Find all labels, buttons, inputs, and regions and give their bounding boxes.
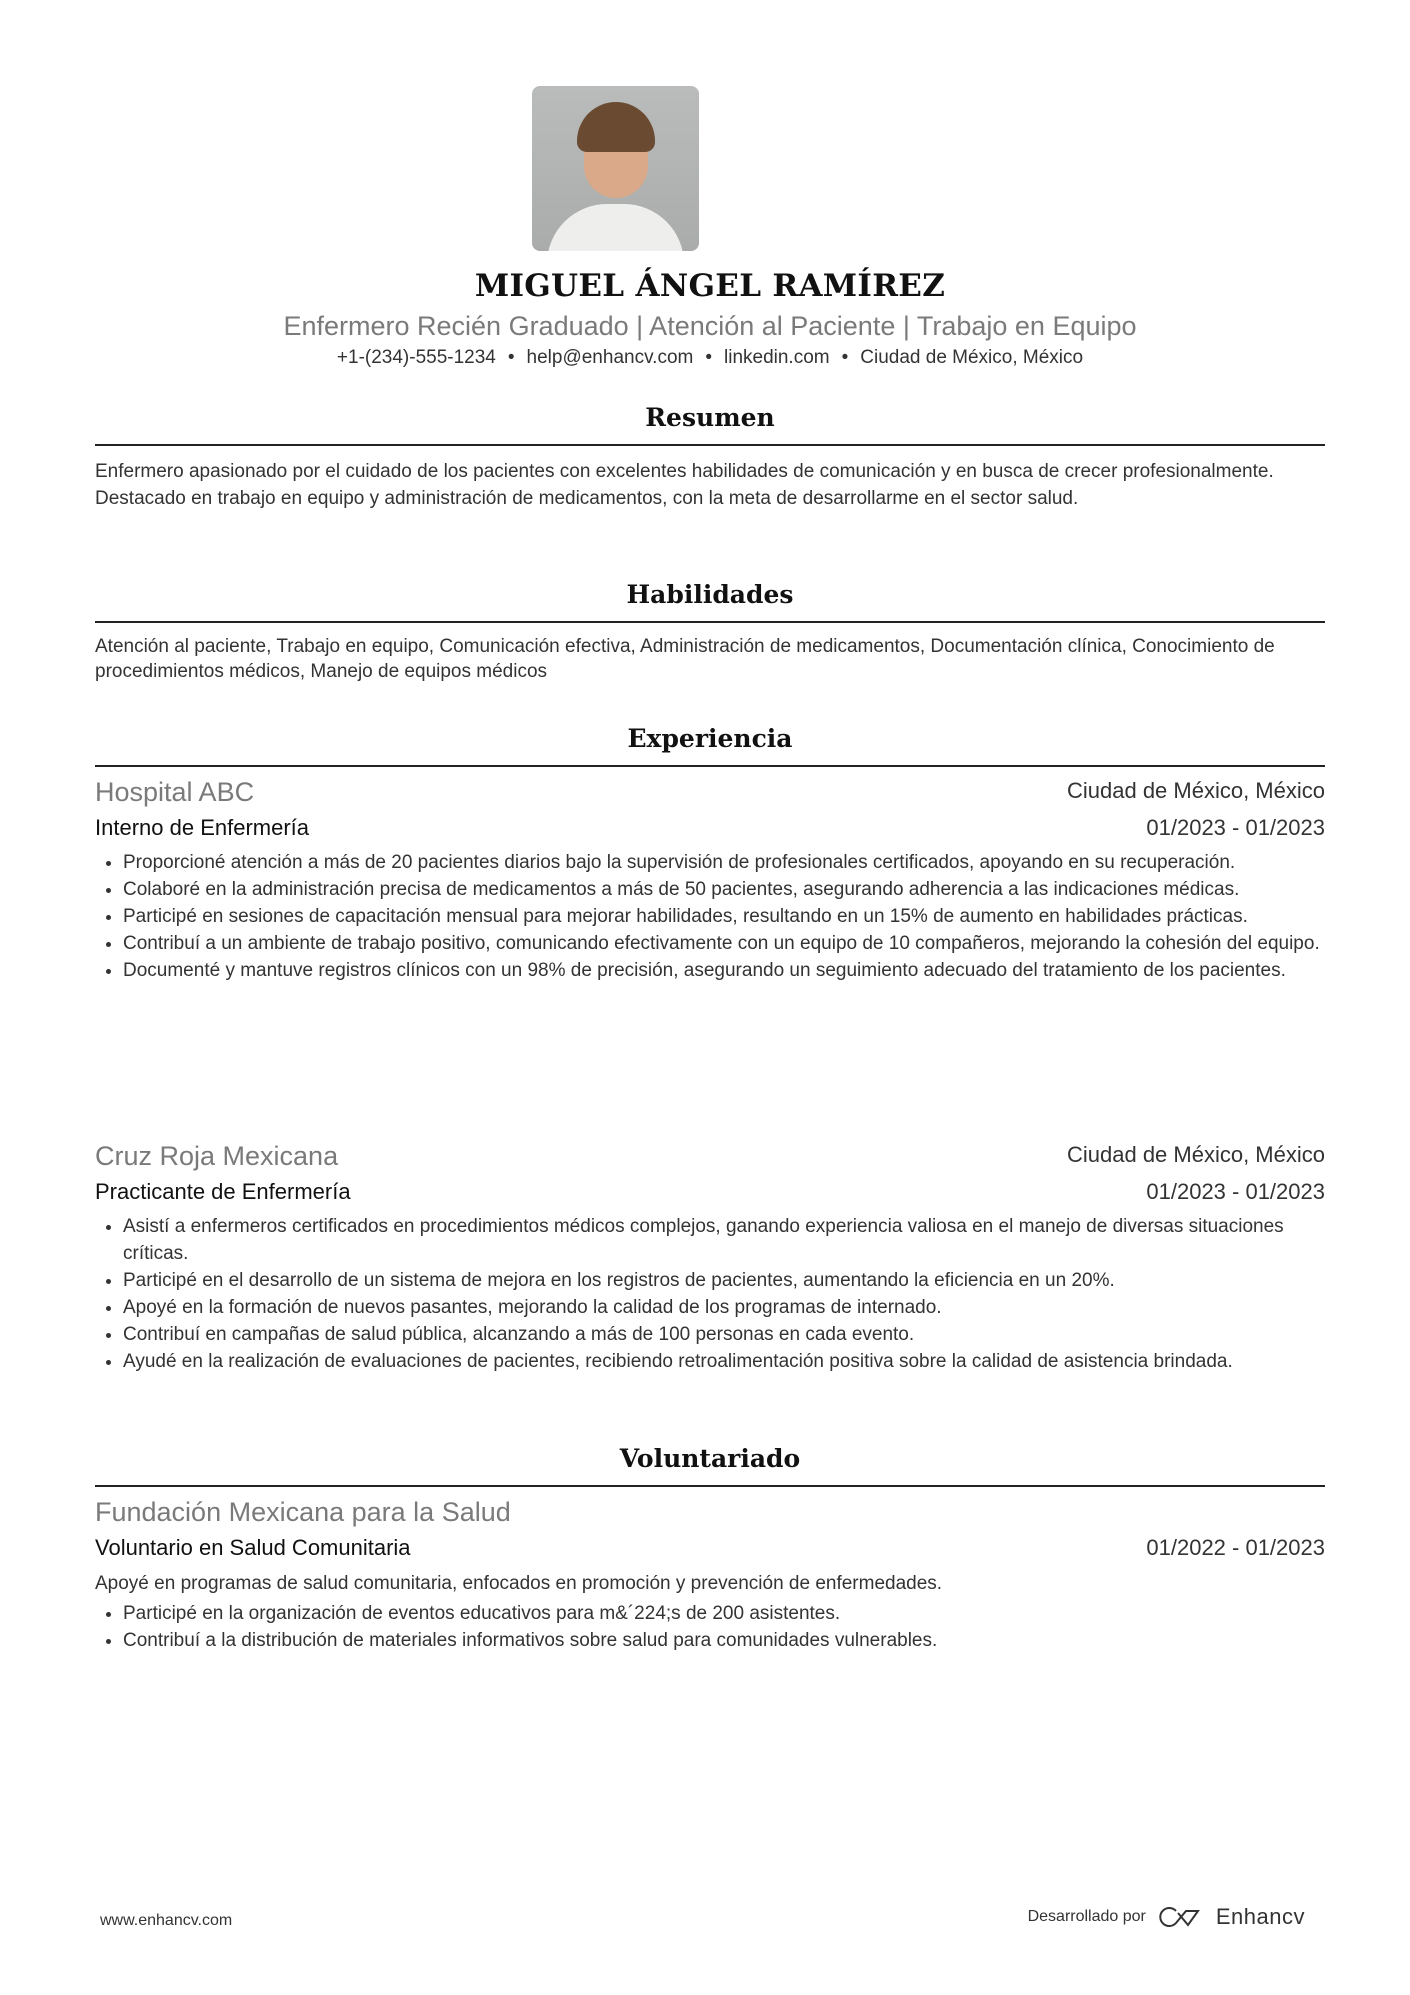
- linkedin-link[interactable]: linkedin.com: [724, 347, 830, 368]
- experience-bullets: [95, 849, 1325, 984]
- section-title-experience: Experiencia: [627, 724, 793, 753]
- experience-dates: 01/2023 - 01/2023: [1146, 1179, 1325, 1204]
- bullet-item: • Contribuí a la distribución de materiales informativos sobre salud para comunidades vulnerables.: [123, 1627, 1325, 1654]
- bullet-item: • Apoyé en la formación de nuevos pasantes, mejorando la calidad de los programas de internado.: [123, 1294, 1325, 1321]
- bullet-item: • Colaboré en la administración precisa de medicamentos a más de 50 pacientes, asegurando adherencia a las indicaciones médicas.: [123, 876, 1325, 903]
- experience-role: Interno de Enfermería: [95, 815, 310, 840]
- brand-name: Enhancv: [1215, 1904, 1305, 1929]
- bullet-item: • Contribuí a un ambiente de trabajo positivo, comunicando efectivamente con un equipo de 10 compañeros, mejorando la cohesión del equipo.: [123, 930, 1325, 957]
- volunteer-dates: 01/2022 - 01/2023: [1146, 1535, 1325, 1560]
- footer-branding[interactable]: [1028, 1904, 1305, 1930]
- powered-by-label: Desarrollado por: [1027, 1908, 1146, 1925]
- bullet-item: • Contribuí en campañas de salud pública, alcanzando a más de 100 personas en cada evento.: [123, 1321, 1325, 1348]
- headline: Enfermero Recién Graduado | Atención al Paciente | Trabajo en Equipo: [283, 311, 1137, 341]
- experience-company: Hospital ABC: [95, 777, 255, 807]
- section-title-volunteer: Voluntariado: [619, 1444, 801, 1473]
- bullet-item: • Proporcioné atención a más de 20 pacientes diarios bajo la supervisión de profesionales certificados, apoyando en su recuperación.: [123, 849, 1325, 876]
- contact-info: [95, 347, 1325, 369]
- separator: •: [507, 347, 515, 368]
- divider: [95, 1485, 1325, 1487]
- experience-role: Practicante de Enfermería: [95, 1179, 351, 1204]
- bullet-item: • Documenté y mantuve registros clínicos con un 98% de precisión, asegurando un seguimiento adecuado del tratamiento de los pacientes.: [123, 957, 1325, 984]
- skills-text: Atención al paciente, Trabajo en equipo, Comunicación efectiva, Administración de medicamentos, Documentación clínica, Conocimiento de procedimientos médicos, Manejo de equipos médicos: [95, 636, 1275, 682]
- bullet-item: • Ayudé en la realización de evaluaciones de pacientes, recibiendo retroalimentación positiva sobre la calidad de asistencia brindada.: [123, 1348, 1325, 1375]
- profile-photo: [532, 86, 699, 251]
- experience-company: Cruz Roja Mexicana: [95, 1141, 339, 1171]
- experience-dates: 01/2023 - 01/2023: [1146, 815, 1325, 840]
- email-link[interactable]: help@enhancv.com: [526, 347, 694, 368]
- section-title-summary: Resumen: [645, 403, 775, 432]
- volunteer-role: Voluntario en Salud Comunitaria: [95, 1535, 411, 1560]
- volunteer-bullets: [95, 1600, 1325, 1654]
- location: Ciudad de México, México: [860, 347, 1084, 368]
- enhancv-logo-icon: [1158, 1905, 1204, 1929]
- section-title-skills: Habilidades: [626, 580, 794, 609]
- phone: +1-(234)-555-1234: [336, 347, 496, 368]
- experience-bullets: [95, 1213, 1325, 1375]
- divider: [95, 765, 1325, 767]
- footer-website-link[interactable]: www.enhancv.com: [100, 1912, 233, 1929]
- bullet-item: • Asistí a enfermeros certificados en procedimientos médicos complejos, ganando experiencia valiosa en el manejo de diversas situaciones críticas.: [123, 1213, 1325, 1267]
- bullet-item: • Participé en la organización de eventos educativos para m&´224;s de 200 asistentes.: [123, 1600, 1325, 1627]
- separator: •: [705, 347, 712, 368]
- volunteer-description: Apoyé en programas de salud comunitaria, enfocados en promoción y prevención de enfermedades.: [95, 1573, 943, 1594]
- bullet-item: • Participé en el desarrollo de un sistema de mejora en los registros de pacientes, aumentando la eficiencia en un 20%.: [123, 1267, 1325, 1294]
- divider: [95, 621, 1325, 623]
- volunteer-organization: Fundación Mexicana para la Salud: [95, 1497, 511, 1527]
- separator: •: [841, 347, 849, 368]
- bullet-item: • Participé en sesiones de capacitación mensual para mejorar habilidades, resultando en un 15% de aumento en habilidades prácticas.: [123, 903, 1325, 930]
- experience-location: Ciudad de México, México: [1066, 1142, 1325, 1167]
- candidate-name: MIGUEL ÁNGEL RAMÍREZ: [474, 268, 946, 304]
- experience-location: Ciudad de México, México: [1066, 778, 1325, 803]
- divider: [95, 444, 1325, 446]
- summary-text: Enfermero apasionado por el cuidado de los pacientes con excelentes habilidades de comunicación y en busca de crecer profesionalmente. Destacado en trabajo en equipo y administración de medicamentos, con la meta de desarrollarme en el sector salud.: [95, 461, 1274, 509]
